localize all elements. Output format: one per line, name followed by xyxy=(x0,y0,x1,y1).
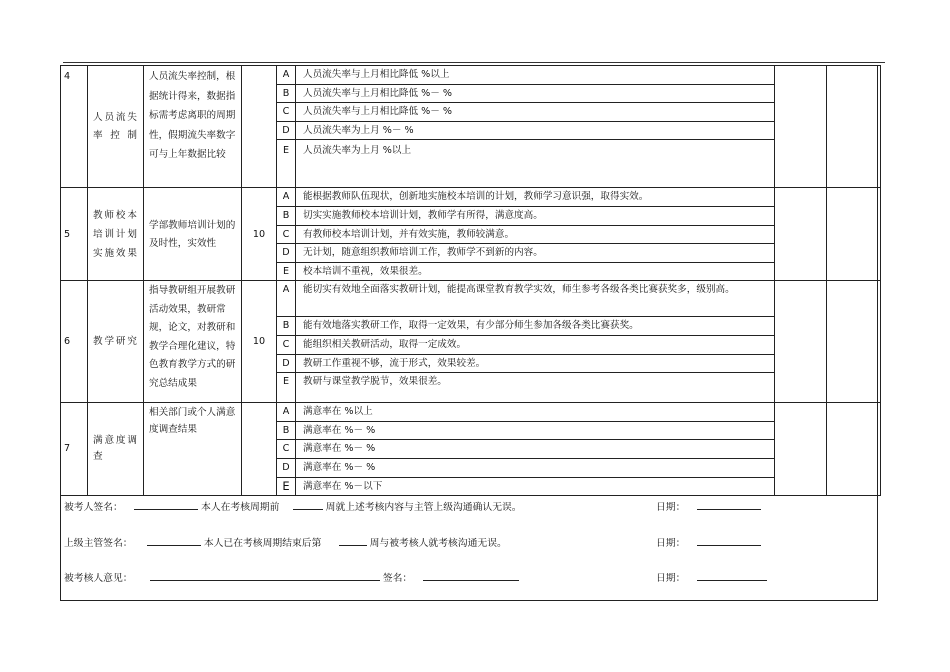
post-period-text: 本人已在考核周期结束后第 xyxy=(203,538,322,549)
assessment-description: 指导教研组开展教研活动效果，教研常规，论文，对教研和教学合理化建议，特色教育教学方式的研究总结成果 xyxy=(144,281,242,403)
opinion-signature-field[interactable] xyxy=(423,570,519,581)
opinion-label: 被考核人意见： xyxy=(64,573,133,584)
criteria-text: 切实实施教师校本培训计划，教师学有所得，满意度高。 xyxy=(296,206,775,225)
row-number: 4 xyxy=(61,66,88,188)
grade-label: C xyxy=(277,225,296,244)
criteria-text: 满意率在 %－ % xyxy=(296,440,775,459)
opinion-line xyxy=(64,570,519,584)
grade-label: B xyxy=(277,206,296,225)
criteria-text: 教研与课堂教学脱节，效果很差。 xyxy=(296,373,775,403)
header-rule xyxy=(63,62,885,63)
grade-label: E xyxy=(277,373,296,403)
criteria-text: 能切实有效地全面落实教研计划，能提高课堂教育教学实效，师生参考各级各类比赛获奖多，级别高。 xyxy=(296,281,775,317)
criteria-text: 校本培训不重视，效果很差。 xyxy=(296,262,775,281)
row-number: 7 xyxy=(61,403,88,496)
pre-period-weeks-field[interactable] xyxy=(293,499,323,510)
assessment-description: 相关部门或个人满意度调查结果 xyxy=(144,403,242,496)
criteria-text: 教研工作重视不够，流于形式，效果较差。 xyxy=(296,354,775,373)
criteria-text: 人员流失率与上月相比降低 %－ % xyxy=(296,84,775,103)
criteria-text: 满意率在 %－ % xyxy=(296,458,775,477)
grade-label: C xyxy=(277,103,296,122)
assessment-item: 满意度调查 xyxy=(88,403,144,496)
grade-label: B xyxy=(277,317,296,336)
assessment-item: 教学研究 xyxy=(88,281,144,403)
final-score-cell[interactable] xyxy=(827,66,881,188)
grade-label: D xyxy=(277,244,296,263)
criteria-text: 有教师校本培训计划，并有效实施，教师较满意。 xyxy=(296,225,775,244)
date-label: 日期： xyxy=(656,573,686,584)
sign-label: 签名： xyxy=(382,573,413,584)
communicate-text: 周与被考核人就考核沟通无误。 xyxy=(369,538,507,549)
examinee-signature-field[interactable] xyxy=(134,499,198,510)
date-field-1[interactable] xyxy=(697,499,761,510)
assessment-description: 人员流失率控制，根据统计得来，数据指标需考虑离职的周期性，假期流失率数字可与上年数据比较 xyxy=(144,66,242,188)
table-row xyxy=(61,188,881,207)
grade-label: A xyxy=(277,281,296,317)
date-line-3 xyxy=(656,570,767,584)
grade-label: E xyxy=(277,477,296,496)
opinion-field[interactable] xyxy=(150,570,380,581)
supervisor-signature-field[interactable] xyxy=(147,535,201,546)
score-cell xyxy=(242,66,277,188)
supervisor-signature-label: 上级主管签名： xyxy=(64,538,133,549)
criteria-text: 人员流失率与上月相比降低 %以上 xyxy=(296,66,775,85)
pre-period-text: 本人在考核周期前 xyxy=(201,502,280,513)
self-score-cell[interactable] xyxy=(775,188,827,281)
final-score-cell[interactable] xyxy=(827,188,881,281)
signature-line-supervisor xyxy=(64,535,507,549)
self-score-cell[interactable] xyxy=(775,66,827,188)
grade-label: A xyxy=(277,403,296,422)
self-score-cell[interactable] xyxy=(775,403,827,496)
date-label: 日期： xyxy=(656,502,686,513)
self-score-cell[interactable] xyxy=(775,281,827,403)
post-period-weeks-field[interactable] xyxy=(339,535,367,546)
criteria-text: 满意率在 %－以下 xyxy=(296,477,775,496)
grade-label: E xyxy=(277,262,296,281)
assessment-description: 学部教师培训计划的及时性，实效性 xyxy=(144,188,242,281)
table-row xyxy=(61,66,881,85)
grade-label: C xyxy=(277,440,296,459)
criteria-text: 满意率在 %以上 xyxy=(296,403,775,422)
date-field-2[interactable] xyxy=(697,535,761,546)
criteria-text: 人员流失率为上月 %－ % xyxy=(296,121,775,140)
score-cell xyxy=(242,403,277,496)
table-row xyxy=(61,403,881,422)
grade-label: D xyxy=(277,458,296,477)
date-label: 日期： xyxy=(656,538,686,549)
grade-label: B xyxy=(277,421,296,440)
assessment-table xyxy=(60,65,881,496)
criteria-text: 人员流失率与上月相比降低 %－ % xyxy=(296,103,775,122)
signature-line-examinee xyxy=(64,499,522,513)
date-line-1 xyxy=(656,499,761,513)
examinee-signature-label: 被考人签名： xyxy=(64,502,123,513)
grade-label: B xyxy=(277,84,296,103)
grade-label: D xyxy=(277,354,296,373)
confirm-text: 周就上述考核内容与主管上级沟通确认无误。 xyxy=(325,502,522,513)
assessment-item: 教师校本培训计划实施效果 xyxy=(88,188,144,281)
grade-label: E xyxy=(277,140,296,188)
final-score-cell[interactable] xyxy=(827,403,881,496)
score-cell: 10 xyxy=(242,188,277,281)
assessment-item: 人员流失率控制 xyxy=(88,66,144,188)
table-row xyxy=(61,281,881,317)
row-number: 5 xyxy=(61,188,88,281)
date-field-3[interactable] xyxy=(697,570,767,581)
score-cell: 10 xyxy=(242,281,277,403)
grade-label: C xyxy=(277,335,296,354)
criteria-text: 能组织相关教研活动，取得一定成效。 xyxy=(296,335,775,354)
criteria-text: 能根据教师队伍现状，创新地实施校本培训的计划，教师学习意识强，取得实效。 xyxy=(296,188,775,207)
criteria-text: 能有效地落实教研工作，取得一定效果，有少部分师生参加各级各类比赛获奖。 xyxy=(296,317,775,336)
criteria-text: 满意率在 %－ % xyxy=(296,421,775,440)
date-line-2 xyxy=(656,535,761,549)
grade-label: D xyxy=(277,121,296,140)
grade-label: A xyxy=(277,188,296,207)
criteria-text: 无计划，随意组织教师培训工作，教师学不到新的内容。 xyxy=(296,244,775,263)
row-number: 6 xyxy=(61,281,88,403)
criteria-text: 人员流失率为上月 %以上 xyxy=(296,140,775,188)
final-score-cell[interactable] xyxy=(827,281,881,403)
grade-label: A xyxy=(277,66,296,85)
